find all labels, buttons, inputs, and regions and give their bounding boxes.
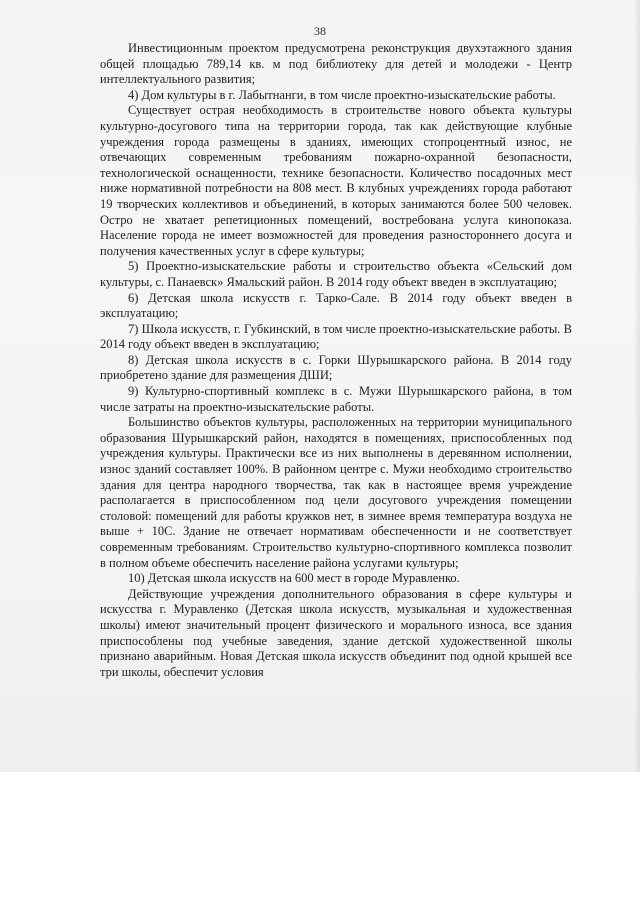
paragraph-item-10: 10) Детская школа искусств на 600 мест в городе Муравленко. [128, 571, 460, 586]
paragraph-item-4: 4) Дом культуры в г. Лабытнанги, в том числе проектно-изыскательские работы. [128, 87, 556, 102]
paragraph-muravlenko-schools: Действующие учреждения дополнительного образования в сфере культуры и искусства г. Муравленко (Детская школа искусств, музыкальная и художественная школы) имеют значительный процент физического и морального износа, все здания приспособлены под учебные заведения, здание детской художественной школы признано аварийным. Новая Детская школа искусств объединит под одной крышей все три школы, обеспечит условия [100, 586, 572, 679]
paragraph-item-8: 8) Детская школа искусств в с. Горки Шурышкарского района. В 2014 году приобретено здание для размещения ДШИ; [100, 352, 572, 383]
paragraph-item-9: 9) Культурно-спортивный комплекс в с. Мужи Шурышкарского района, в том числе затраты на проектно-изыскательские работы. [100, 384, 572, 414]
paragraph-item-7: 7) Школа искусств, г. Губкинский, в том числе проектно-изыскательские работы. В 2014 году объект введен в эксплуатацию; [100, 321, 572, 352]
paragraph-labytnangi-need: Существует острая необходимость в строительстве нового объекта культуры культурно-досугового типа на территории города, так как действующие клубные учреждения города размещены в зданиях, имеющих стопроцентный износ, не отвечающих современным требованиям пожарно-охранной безопасности, технологической оснащенности, технике безопасности. Количество посадочных мест ниже нормативной потребности на 808 мест. В клубных учреждениях города работают 19 творческих коллективов и объединений, в которых занимаются более 500 человек. Остро не хватает репетиционных помещений, востребована услуга кинопоказа. Население города не имеет возможностей для проведения разностороннего досуга и получения качественных услуг в сфере культуры; [100, 103, 572, 258]
document-body [100, 41, 572, 680]
paragraph-investment-project: Инвестиционным проектом предусмотрена реконструкция двухэтажного здания общей площадью 789,14 кв. м под библиотеку для детей и молодежи - Центр интеллектуального развития; [100, 41, 572, 87]
paragraph-item-5: 5) Проектно-изыскательские работы и строительство объекта «Сельский дом культуры, с. Панаевск» Ямальский район. В 2014 году объект введен в эксплуатацию; [100, 259, 572, 289]
blank-margin [0, 772, 640, 905]
paragraph-shuryshkarsky-objects: Большинство объектов культуры, расположенных на территории муниципального образования Шурышкарский район, находятся в помещениях, приспособленных под учреждения культуры. Практически все из них выполнены в деревянном исполнении, износ зданий составляет 100%. В районном центре с. Мужи необходимо строительство здания для центра народного творчества, так как в настоящее время учреждение располагается в приспособленном под цели досугового учреждения помещении столовой: помещений для работы кружков нет, в зимнее время температура воздуха не выше + 10С. Здание не отвечает нормативам обеспеченности и не соответствует современным требованиям. Строительство культурно-спортивного комплекса позволит в полном объеме обеспечить население района услугами культуры; [100, 415, 572, 570]
page-number: 38 [314, 24, 326, 38]
paragraph-item-6: 6) Детская школа искусств г. Тарко-Сале. В 2014 году объект введен в эксплуатацию; [100, 290, 572, 321]
